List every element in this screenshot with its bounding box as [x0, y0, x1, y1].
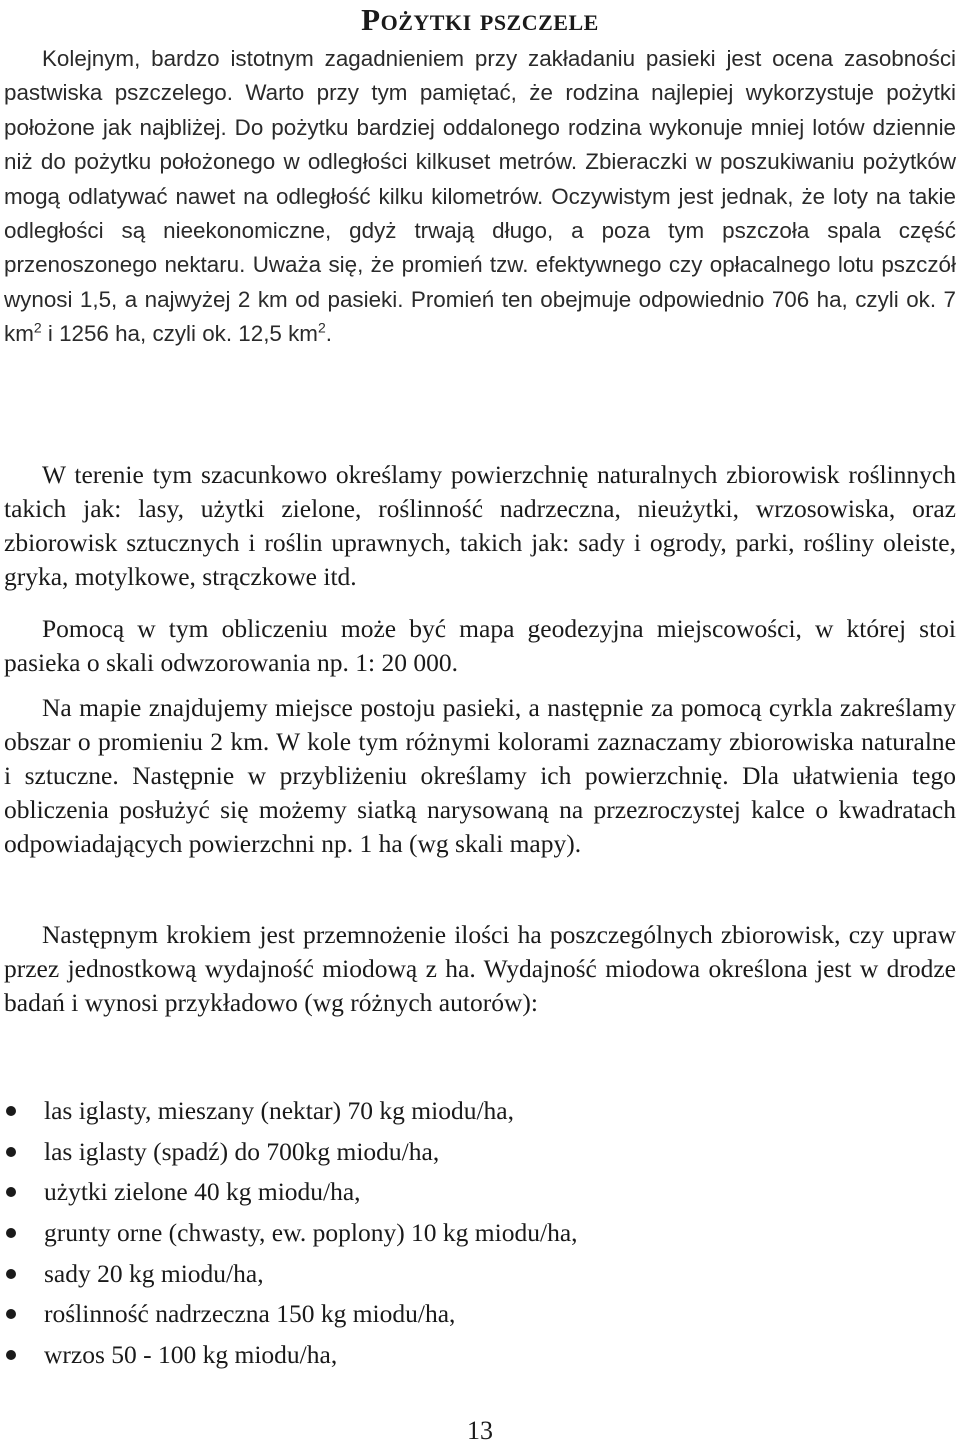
list-item-text: wrzos 50 - 100 kg miodu/ha,: [44, 1340, 338, 1370]
list-item: [4, 1094, 944, 1135]
bullet-icon: [6, 1147, 16, 1157]
bullet-icon: [6, 1228, 16, 1238]
list-item-text: grunty orne (chwasty, ew. poplony) 10 kg miodu/ha,: [44, 1218, 578, 1248]
list-item: [4, 1338, 944, 1379]
paragraph-map-procedure: Na mapie znajdujemy miejsce postoju pasieki, a następnie za pomocą cyrkla zakreślamy obszar o promieniu 2 km. W kole tym różnymi kolorami zaznaczamy zbiorowiska naturalne i sztuczne. Następnie w przybliżeniu określamy ich powierzchnię. Dla ułatwienia tego obliczenia posłużyć się możemy siatką narysowaną na przezroczystej kalce o kwadratach odpowiadających powierzchni np. 1 ha (wg skali mapy).: [4, 693, 956, 858]
list-item-text: las iglasty, mieszany (nektar) 70 kg miodu/ha,: [44, 1096, 514, 1125]
paragraph-yield-calculation: Następnym krokiem jest przemnożenie ilości ha poszczególnych zbiorowisk, czy upraw przez jednostkową wydajność miodową z ha. Wydajność miodowa określona jest w drodze badań i wynosi przykładowo (wg różnych autorów):: [4, 920, 956, 1017]
bullet-icon: [6, 1350, 16, 1360]
paragraph-text: Kolejnym, bardzo istotnym zagadnieniem przy zakładaniu pasieki jest ocena zasobności pastwiska pszczelego. Warto przy tym pamiętać, że rodzina najlepiej wykorzystuje pożytki położone jak najbliżej. Do pożytku bardziej oddalonego rodzina wykonuje mniej lotów dziennie niż do pożytku położonego w odległości kilkuset metrów. Zbieraczki w poszukiwaniu pożytków mogą odlatywać nawet na odległość kilku kilometrów. Oczywistym jest jednak, że loty na takie odległości są nieekonomiczne, gdyż trwają długo, a poza tym pszczoła spala część przenoszonego nektaru. Uważa się, że promień tzw. efektywnego czy opłacalnego lotu pszczół wynosi 1,5, a najwyżej 2 km od pasieki. Promień ten obejmuje odpowiednio 706 ha, czyli ok. 7 km: [4, 46, 956, 347]
bullet-icon: [6, 1309, 16, 1319]
bullet-icon: [6, 1269, 16, 1279]
list-item: [4, 1135, 944, 1176]
list-item: [4, 1297, 944, 1338]
paragraph-foraging-range: [4, 42, 956, 352]
paragraph-map-help: Pomocą w tym obliczeniu może być mapa geodezyjna miejscowości, w której stoi pasieka o skali odwzorowania np. 1: 20 000.: [4, 614, 956, 677]
list-item: [4, 1257, 944, 1298]
list-item-text: sady 20 kg miodu/ha,: [44, 1258, 264, 1288]
bullet-icon: [6, 1187, 16, 1197]
paragraph-text: i 1256 ha, czyli ok. 12,5 km: [41, 321, 318, 347]
superscript: 2: [317, 319, 326, 336]
honey-yield-list: [4, 1094, 944, 1379]
paragraph-area-estimation: W terenie tym szacunkowo określamy powierzchnię naturalnych zbiorowisk roślinnych takich jak: lasy, użytki zielone, roślinność nadrzeczna, nieużytki, wrzosowiska, oraz zbiorowisk sztucznych i roślin uprawnych, takich jak: sady i ogrody, parki, rośliny oleiste, gryka, motylkowe, strączkowe itd.: [4, 460, 956, 591]
section-title: Pożytki pszczele: [361, 2, 599, 37]
superscript: 2: [33, 319, 42, 336]
paragraph-text: .: [325, 321, 332, 347]
bullet-icon: [6, 1106, 16, 1116]
list-item-text: roślinność nadrzeczna 150 kg miodu/ha,: [44, 1299, 456, 1329]
list-item: [4, 1175, 944, 1216]
page-number: 13: [467, 1416, 493, 1445]
list-item-text: las iglasty (spadź) do 700kg miodu/ha,: [44, 1136, 440, 1166]
list-item-text: użytki zielone 40 kg miodu/ha,: [44, 1177, 361, 1207]
list-item: [4, 1216, 944, 1257]
